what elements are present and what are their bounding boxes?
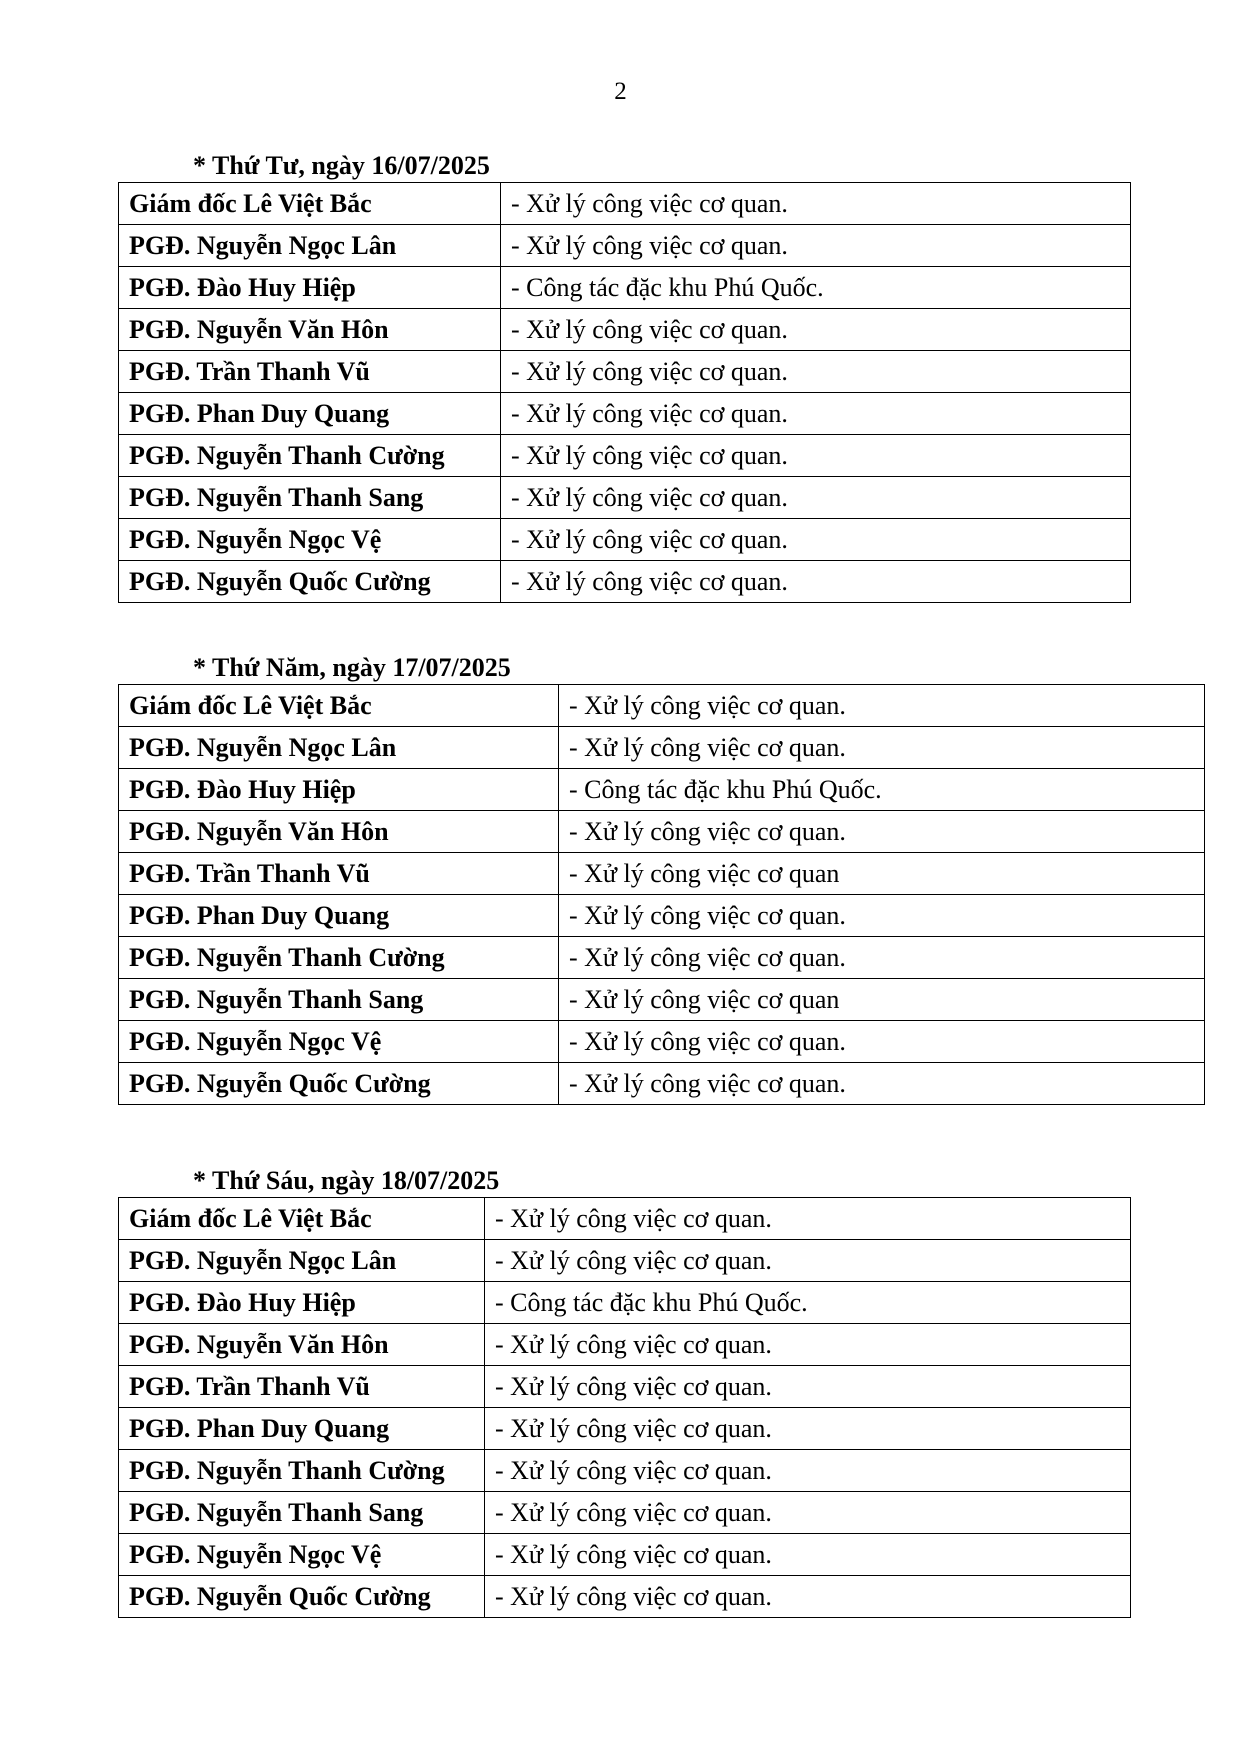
task-cell: - Xử lý công việc cơ quan.: [485, 1240, 1131, 1282]
schedule-table-body: [119, 1198, 1131, 1618]
table-row: [119, 1492, 1131, 1534]
table-row: [119, 1282, 1131, 1324]
official-name-cell: PGĐ. Nguyễn Thanh Sang: [119, 979, 559, 1021]
table-row: [119, 1450, 1131, 1492]
official-name-cell: PGĐ. Nguyễn Thanh Sang: [119, 1492, 485, 1534]
schedule-table-body: [119, 685, 1205, 1105]
table-row: [119, 1063, 1205, 1105]
official-name-cell: PGĐ. Nguyễn Ngọc Lân: [119, 225, 501, 267]
task-cell: - Xử lý công việc cơ quan.: [501, 225, 1131, 267]
schedule-table-day-3: [118, 1197, 1131, 1618]
official-name-cell: PGĐ. Nguyễn Văn Hôn: [119, 309, 501, 351]
table-row: [119, 1534, 1131, 1576]
official-name-cell: PGĐ. Nguyễn Ngọc Vệ: [119, 519, 501, 561]
task-cell: - Xử lý công việc cơ quan.: [559, 727, 1205, 769]
task-cell: - Xử lý công việc cơ quan.: [501, 183, 1131, 225]
table-row: [119, 1576, 1131, 1618]
table-row: [119, 979, 1205, 1021]
table-row: [119, 435, 1131, 477]
table-row: [119, 561, 1131, 603]
task-cell: - Xử lý công việc cơ quan.: [501, 351, 1131, 393]
official-name-cell: Giám đốc Lê Việt Bắc: [119, 183, 501, 225]
table-row: [119, 769, 1205, 811]
task-cell: - Xử lý công việc cơ quan.: [559, 685, 1205, 727]
table-row: [119, 1021, 1205, 1063]
table-row: [119, 183, 1131, 225]
official-name-cell: PGĐ. Nguyễn Ngọc Lân: [119, 1240, 485, 1282]
task-cell: - Xử lý công việc cơ quan.: [485, 1576, 1131, 1618]
schedule-table-day-2: [118, 684, 1205, 1105]
task-cell: - Xử lý công việc cơ quan.: [485, 1324, 1131, 1366]
official-name-cell: PGĐ. Phan Duy Quang: [119, 895, 559, 937]
official-name-cell: PGĐ. Nguyễn Ngọc Vệ: [119, 1534, 485, 1576]
task-cell: - Công tác đặc khu Phú Quốc.: [501, 267, 1131, 309]
official-name-cell: PGĐ. Nguyễn Thanh Cường: [119, 937, 559, 979]
official-name-cell: PGĐ. Nguyễn Thanh Cường: [119, 435, 501, 477]
page-number: 2: [614, 78, 627, 105]
task-cell: - Xử lý công việc cơ quan.: [501, 519, 1131, 561]
official-name-cell: PGĐ. Trần Thanh Vũ: [119, 853, 559, 895]
official-name-cell: PGĐ. Nguyễn Văn Hôn: [119, 1324, 485, 1366]
table-row: [119, 1240, 1131, 1282]
official-name-cell: PGĐ. Nguyễn Ngọc Lân: [119, 727, 559, 769]
day-heading: * Thứ Sáu, ngày 18/07/2025: [193, 1166, 500, 1195]
task-cell: - Xử lý công việc cơ quan.: [559, 895, 1205, 937]
table-row: [119, 309, 1131, 351]
official-name-cell: PGĐ. Nguyễn Thanh Sang: [119, 477, 501, 519]
table-row: [119, 895, 1205, 937]
schedule-table-body: [119, 183, 1131, 603]
task-cell: - Xử lý công việc cơ quan.: [559, 811, 1205, 853]
task-cell: - Xử lý công việc cơ quan.: [501, 309, 1131, 351]
task-cell: - Xử lý công việc cơ quan.: [559, 1063, 1205, 1105]
task-cell: - Xử lý công việc cơ quan: [559, 979, 1205, 1021]
task-cell: - Xử lý công việc cơ quan.: [485, 1450, 1131, 1492]
official-name-cell: PGĐ. Đào Huy Hiệp: [119, 769, 559, 811]
official-name-cell: Giám đốc Lê Việt Bắc: [119, 1198, 485, 1240]
table-row: [119, 519, 1131, 561]
official-name-cell: Giám đốc Lê Việt Bắc: [119, 685, 559, 727]
task-cell: - Xử lý công việc cơ quan.: [485, 1534, 1131, 1576]
task-cell: - Xử lý công việc cơ quan.: [559, 1021, 1205, 1063]
task-cell: - Xử lý công việc cơ quan.: [501, 477, 1131, 519]
table-row: [119, 351, 1131, 393]
table-row: [119, 225, 1131, 267]
table-row: [119, 937, 1205, 979]
official-name-cell: PGĐ. Đào Huy Hiệp: [119, 267, 501, 309]
task-cell: - Xử lý công việc cơ quan.: [485, 1366, 1131, 1408]
table-row: [119, 685, 1205, 727]
task-cell: - Xử lý công việc cơ quan.: [485, 1408, 1131, 1450]
table-row: [119, 811, 1205, 853]
task-cell: - Xử lý công việc cơ quan.: [559, 937, 1205, 979]
task-cell: - Xử lý công việc cơ quan.: [501, 435, 1131, 477]
day-heading: * Thứ Năm, ngày 17/07/2025: [193, 653, 511, 682]
task-cell: - Xử lý công việc cơ quan.: [485, 1198, 1131, 1240]
table-row: [119, 853, 1205, 895]
official-name-cell: PGĐ. Nguyễn Quốc Cường: [119, 561, 501, 603]
schedule-table-day-1: [118, 182, 1131, 603]
official-name-cell: PGĐ. Đào Huy Hiệp: [119, 1282, 485, 1324]
table-row: [119, 1366, 1131, 1408]
task-cell: - Công tác đặc khu Phú Quốc.: [485, 1282, 1131, 1324]
table-row: [119, 727, 1205, 769]
task-cell: - Xử lý công việc cơ quan.: [485, 1492, 1131, 1534]
official-name-cell: PGĐ. Nguyễn Thanh Cường: [119, 1450, 485, 1492]
official-name-cell: PGĐ. Trần Thanh Vũ: [119, 351, 501, 393]
official-name-cell: PGĐ. Phan Duy Quang: [119, 1408, 485, 1450]
table-row: [119, 267, 1131, 309]
official-name-cell: PGĐ. Phan Duy Quang: [119, 393, 501, 435]
task-cell: - Xử lý công việc cơ quan.: [501, 393, 1131, 435]
day-heading: * Thứ Tư, ngày 16/07/2025: [193, 151, 490, 180]
official-name-cell: PGĐ. Nguyễn Quốc Cường: [119, 1063, 559, 1105]
official-name-cell: PGĐ. Nguyễn Quốc Cường: [119, 1576, 485, 1618]
official-name-cell: PGĐ. Nguyễn Văn Hôn: [119, 811, 559, 853]
table-row: [119, 1408, 1131, 1450]
task-cell: - Xử lý công việc cơ quan.: [501, 561, 1131, 603]
task-cell: - Công tác đặc khu Phú Quốc.: [559, 769, 1205, 811]
table-row: [119, 1324, 1131, 1366]
official-name-cell: PGĐ. Trần Thanh Vũ: [119, 1366, 485, 1408]
table-row: [119, 477, 1131, 519]
official-name-cell: PGĐ. Nguyễn Ngọc Vệ: [119, 1021, 559, 1063]
table-row: [119, 393, 1131, 435]
table-row: [119, 1198, 1131, 1240]
task-cell: - Xử lý công việc cơ quan: [559, 853, 1205, 895]
